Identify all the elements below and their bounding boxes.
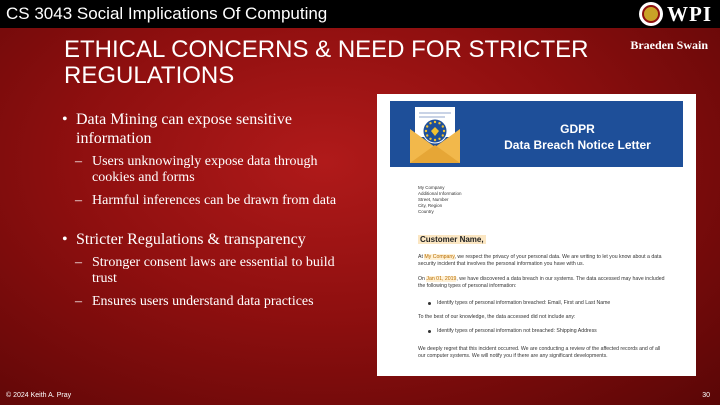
sub-bullet-text: Users unknowingly expose data through cookies and forms — [92, 154, 318, 185]
address-line: Street, Number — [418, 197, 449, 202]
envelope-icon — [406, 105, 464, 165]
bullet-list — [62, 110, 362, 317]
list-bullet — [428, 330, 431, 333]
sub-bullet-text: Stronger consent laws are essential to build trust — [92, 255, 335, 286]
bullet-glyph: • — [62, 231, 68, 248]
letter-list-item: Identify types of personal information not breached: Shipping Address — [437, 328, 597, 334]
page-number: 30 — [702, 392, 710, 399]
wpi-logo — [639, 1, 712, 27]
author-name: Braeden Swain — [630, 38, 708, 52]
highlight-company: My Company — [424, 254, 455, 260]
letter-paragraph: On Jan 01, 2019, we have discovered a data breach in our systems. The data accessed may have included the following types of personal information: — [418, 276, 665, 289]
address-line: Additional Information — [418, 191, 462, 196]
bullet-text: Stricter Regulations & transparency — [76, 231, 306, 248]
address-line: Country — [418, 209, 434, 214]
letter-header — [390, 101, 683, 167]
list-bullet — [428, 302, 431, 305]
customer-salutation: Customer Name, — [420, 235, 484, 244]
sub-bullet-text: Harmful inferences can be drawn from data — [92, 193, 337, 208]
letter-title-line2: Data Breach Notice Letter — [504, 138, 651, 152]
bullet-glyph: • — [62, 111, 68, 128]
top-bar — [0, 0, 720, 28]
letter-paragraph: To the best of our knowledge, the data accessed did not include any: — [418, 314, 576, 320]
address-line: City, Region — [418, 203, 443, 208]
bullet-text: Data Mining can expose sensitive information — [76, 111, 292, 147]
letter-paragraph: At My Company, we respect the privacy of your personal data. We are writing to let you know about a data security incident that involves the personal information you have with us. — [418, 254, 662, 267]
sub-bullet-item — [62, 193, 362, 209]
slide-title: ETHICAL CONCERNS & NEED FOR STRICTER REGULATIONS — [64, 36, 589, 89]
letter-list-item: Identify types of personal information breached: Email, First and Last Name — [437, 300, 611, 306]
footer-copyright: © 2024 Keith A. Pray — [6, 392, 72, 399]
letter-title — [480, 121, 675, 153]
sub-bullet-glyph: – — [75, 154, 82, 169]
bullet-item — [62, 230, 362, 249]
address-line: My Company — [418, 185, 445, 190]
wpi-logo-text: WPI — [667, 1, 712, 26]
sub-bullet-item — [62, 294, 362, 310]
sub-bullet-item — [62, 154, 362, 186]
wpi-seal-icon — [639, 2, 663, 26]
course-title: CS 3043 Social Implications Of Computing — [6, 4, 328, 23]
gdpr-letter-image — [377, 94, 696, 376]
sender-address — [418, 185, 462, 215]
highlight-date: Jan 01, 2019 — [426, 276, 457, 282]
sub-bullet-text: Ensures users understand data practices — [92, 294, 314, 309]
sub-bullet-glyph: – — [75, 294, 82, 309]
letter-paragraph: We deeply regret that this incident occurred. We are conducting a review of the affected records and of all our computer systems. We will notify you if there are any significant developments. — [418, 346, 661, 359]
bullet-item — [62, 110, 362, 148]
sub-bullet-glyph: – — [75, 255, 82, 270]
letter-title-line1: GDPR — [560, 122, 595, 136]
sub-bullet-glyph: – — [75, 193, 82, 208]
sub-bullet-item — [62, 255, 362, 287]
